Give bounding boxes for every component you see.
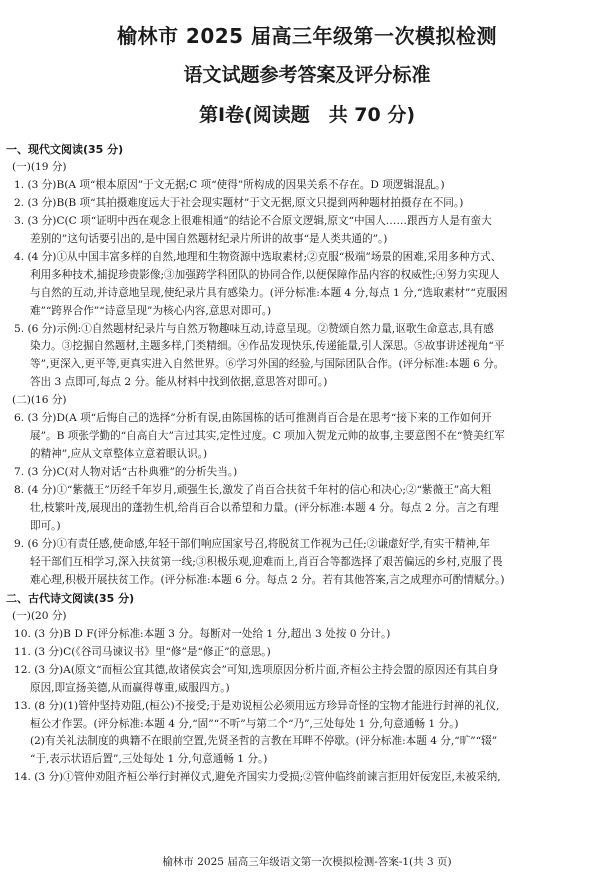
answer-line: “于,表示状语后置”,三处每处 1 分,句意通畅 1 分。) [30, 753, 268, 766]
answer-line: 6. (3 分)D(A 项“后悔自己的选择”分析有误,由陈国栋的话可推测肖百合是在思考“接下来的工作如何开 [14, 412, 492, 425]
answer-line: 2. (3 分)B(B 项“其拍摄难度远大于社会现实题材”于文无据,原文只提到两种题材拍摄存在不同。) [14, 196, 464, 209]
answer-line: 利用多种技术,捕捉珍贵影像;③加强跨学科团队的协同合作,以便保障作品内容的权威性;④努力实现人 [30, 268, 500, 281]
answer-line: 8. (4 分)①“紫薇王”历经千年岁月,顽强生长,激发了肖百合扶贫千年村的信心和决心;②“紫薇王”高大粗 [14, 484, 491, 497]
answer-item [6, 249, 606, 321]
answer-line: 答出 3 点即可,每点 2 分。能从材料中找到依据,意思答对即可。) [30, 376, 328, 389]
answer-item [6, 769, 606, 787]
answer-item [6, 626, 606, 644]
answer-line: 3. (3 分)C(C 项“证明中西在观念上很难相通”的结论不合原文逻辑,原文“中国人……跟西方人是有蛮大 [14, 214, 492, 227]
answer-line: 的精神”,应从文章整体立意着眼认识。) [30, 448, 208, 461]
section-heading: 一、现代文阅读(35 分) [6, 143, 124, 156]
answer-content [6, 141, 606, 787]
answer-item [6, 410, 606, 464]
answer-line: 5. (6 分)示例:①自然题材纪录片与自然万物趣味互动,诗意呈现。②赞颂自然力量,讴歌生命意志,具有感 [14, 322, 494, 335]
answer-item [6, 644, 606, 662]
answer-line: 展”。B 项张学勤的“自高自大”言过其实,定性过度。C 项加入贺龙元帅的故事,主要意图不在“赞美红军 [30, 430, 505, 443]
answer-line: (2)有关礼法制度的典籍不在眼前空置,先贤圣哲的言教在耳畔不停歇。(评分标准:本题 4 分,“旷”“辍” [30, 735, 498, 748]
answer-item [6, 464, 606, 482]
answer-line: 桓公才作罢。(评分标准:本题 4 分,“固”“不听”与第二个“乃”,三处每处 1 分,句意通畅 1 分。) [30, 717, 459, 730]
section-heading: 二、古代诗文阅读(35 分) [6, 591, 135, 605]
part-heading: 第Ⅰ卷(阅读题 共 70 分) [198, 104, 416, 126]
answer-item [6, 195, 606, 213]
answer-line: 轻干部们互相学习,深入扶贫第一线;③积极乐观,迎难而上,肖百合等都选择了艰苦偏远的乡村,克服了畏 [30, 555, 503, 568]
answer-line: 等”,更深入,更平等,更真实进入自然世界。⑥学习外国的经验,与国际团队合作。(评分标准:本题 6 分。 [30, 358, 505, 371]
answer-item [6, 177, 606, 195]
answer-item [6, 733, 606, 769]
answer-line: 1. (3 分)B(A 项“根本原因”于文无据;C 项“使得”所构成的因果关系不存在。D 项逻辑混乱。) [14, 178, 445, 191]
answer-item [6, 321, 606, 393]
document-subtitle: 语文试题参考答案及评分标准 [183, 64, 431, 86]
answer-line: 难心理,积极开展扶贫工作。(评分标准:本题 6 分。每点 2 分。若有其他答案,言之成理亦可酌情赋分。) [30, 573, 505, 586]
answer-line: 壮,枝繁叶茂,展现出的蓬勃生机,给肖百合以希望和力量。(评分标准:本题 4 分。每点 2 分。言之有理 [30, 502, 499, 515]
answer-line: 13. (8 分)(1)管仲坚持劝阻,(桓公)不接受;于是劝说桓公必须用远方珍异奇怪的宝物才能进行封禅的礼仪, [14, 699, 500, 712]
answer-line: 10. (3 分)B D F(评分标准:本题 3 分。每断对一处给 1 分,超出 3 处按 0 分计。) [14, 627, 391, 640]
subsection-heading: (一)(20 分) [12, 609, 67, 622]
answer-line: 11. (3 分)C(《谷司马谏议书》里“修”是“修正”的意思。) [14, 645, 271, 658]
answer-item [6, 662, 606, 698]
answer-line: 9. (6 分)①有责任感,使命感,年轻干部们响应国家号召,将脱贫工作视为己任;②谦虚好学,有实干精神,年 [14, 537, 491, 550]
answer-item [6, 698, 606, 734]
subsection-heading: (二)(16 分) [12, 394, 67, 407]
answer-line: 染力。③挖掘自然题材,主题多样,门类精细。④作品发现快乐,传递能量,引人深思。⑤故事讲述视角“平 [30, 340, 505, 353]
answer-line: 7. (3 分)C(对人物对话“古朴典雅”的分析失当。) [14, 466, 238, 479]
subsection-heading: (一)(19 分) [12, 160, 67, 173]
answer-line: 差别的”这句话要引出的,是中国自然题材纪录片所讲的故事“是人类共通的”。) [30, 232, 388, 245]
answer-line: 原因,即宣扬美德,从而赢得尊重,威服四方。) [30, 681, 230, 694]
answer-line: 与自然的互动,并诗意地呈现,使纪录片具有感染力。(评分标准:本题 4 分,每点 1 分,“选取素材”“克服困 [30, 286, 508, 299]
answer-item [6, 536, 606, 590]
answer-line: 即可。) [30, 520, 61, 533]
answer-line: 4. (4 分)①从中国丰富多样的自然,地理和生物资源中选取素材;②克服“极端”场景的困难,采用多种方式、 [14, 250, 502, 263]
page-footer: 榆林市 2025 届高三年级语文第一次模拟检测-答案-1(共 3 页) [162, 856, 452, 868]
document-title: 榆林市 2025 届高三年级第一次模拟检测 [116, 24, 498, 48]
answer-line: 12. (3 分)A(原文“而桓公宜其德,故诸侯宾会”可知,选项原因分析片面,齐桓公主持会盟的原因还有其自身 [14, 663, 499, 676]
answer-line: 难”“跨界合作”“诗意呈现”为核心内容,意思对即可。) [30, 304, 272, 317]
answer-line: 14. (3 分)①管仲劝阻齐桓公举行封禅仪式,避免齐国实力受损;②管仲临终前谏言拒用奸佞宠臣,未被采纳, [14, 771, 501, 784]
answer-item [6, 482, 606, 536]
answer-item [6, 213, 606, 249]
